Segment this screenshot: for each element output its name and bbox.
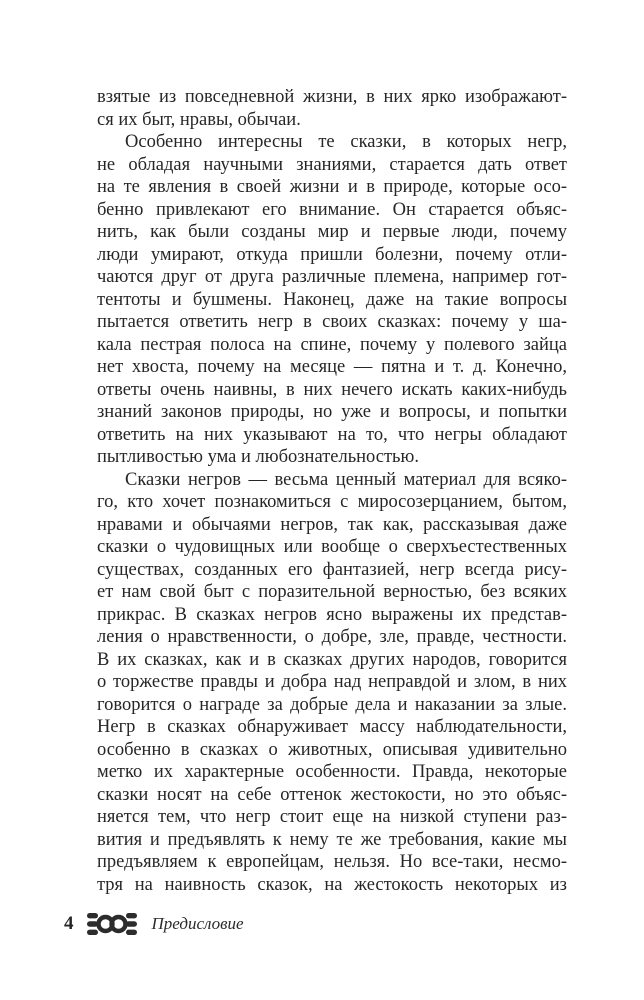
text-line: не обладая научными знаниями, старается дать ответ bbox=[97, 154, 567, 175]
text-line: на те явления в своей жизни и в природе, которые осо- bbox=[97, 177, 567, 197]
text-line: нить, как были созданы мир и первые люди, почему bbox=[97, 222, 567, 242]
text-line: вития и предъявлять к нему те же требования, какие мы bbox=[97, 829, 567, 850]
text-line: предъявляем к европейцам, нельзя. Но все-таки, несмо- bbox=[97, 852, 567, 872]
text-line: тря на наивность сказок, на жестокость некоторых из bbox=[97, 874, 567, 895]
text-line: ответы очень наивны, в них нечего искать каких-нибудь bbox=[97, 379, 567, 400]
text-line: ся их быт, нравы, обычаи. bbox=[97, 109, 301, 130]
text-line: сказки носят на себе оттенок жестокости, но это объяс- bbox=[97, 784, 567, 805]
text-line: В их сказках, как и в сказках других народов, говорится bbox=[97, 649, 567, 670]
knot-ornament-icon bbox=[87, 912, 137, 936]
text-line: Сказки негров — весьма ценный материал для всяко- bbox=[125, 469, 567, 490]
text-line: нет хвоста, почему на месяце — пятна и т. д. Конечно, bbox=[97, 357, 567, 377]
text-line: Особенно интересны те сказки, в которых негр, bbox=[125, 132, 567, 152]
running-title: Предисловие bbox=[151, 914, 244, 933]
text-line: говорится о награде за добрые дела и наказании за злые. bbox=[97, 694, 567, 715]
text-line: ления о нравственности, о добре, зле, правде, честности. bbox=[97, 627, 567, 647]
text-line: о торжестве правды и добра над неправдой и злом, в них bbox=[97, 672, 567, 692]
text-line: прикрас. В сказках негров ясно выражены их представ- bbox=[97, 604, 567, 625]
text-line: нравами и обычаями негров, так как, рассказывая даже bbox=[97, 514, 567, 535]
text-line: няется тем, что негр стоит еще на низкой ступени раз- bbox=[97, 807, 567, 827]
text-line: бенно привлекают его внимание. Он старается объяс- bbox=[97, 199, 567, 220]
text-line: кала пестрая полоса на спине, почему у полевого зайца bbox=[97, 334, 567, 355]
text-line: существах, созданных его фантазией, негр всегда рису- bbox=[97, 559, 567, 580]
text-line: Негр в сказках обнаруживает массу наблюдательности, bbox=[97, 717, 567, 737]
text-line: ет нам свой быт с поразительной верностью, без всяких bbox=[97, 582, 567, 602]
text-line: сказки о чудовищных или вообще о сверхъестественных bbox=[97, 537, 567, 557]
text-line: знаний законов природы, но уже и вопросы, и попытки bbox=[97, 402, 567, 422]
text-line: метко их характерные особенности. Правда, некоторые bbox=[97, 762, 567, 782]
text-line: пытается ответить негр в своих сказках: почему у ша- bbox=[97, 312, 567, 332]
text-line: го, кто хочет познакомиться с миросозерцанием, бытом, bbox=[97, 492, 567, 512]
page-footer bbox=[64, 910, 244, 938]
text-line: особенно в сказках о животных, описывая удивительно bbox=[97, 739, 567, 760]
text-line: тентоты и бушмены. Наконец, даже на такие вопросы bbox=[97, 289, 567, 310]
text-line: ответить на них указывают на то, что негры обладают bbox=[97, 424, 567, 445]
text-line: пытливостью ума и любознательностью. bbox=[97, 447, 419, 467]
page-number: 4 bbox=[64, 913, 74, 934]
text-block bbox=[97, 86, 567, 896]
text-line: люди умирают, откуда пришли болезни, почему отли- bbox=[97, 244, 567, 265]
text-line: взятые из повседневной жизни, в них ярко изображают- bbox=[97, 87, 567, 107]
text-line: чаются друг от друга различные племена, например гот- bbox=[97, 267, 567, 287]
